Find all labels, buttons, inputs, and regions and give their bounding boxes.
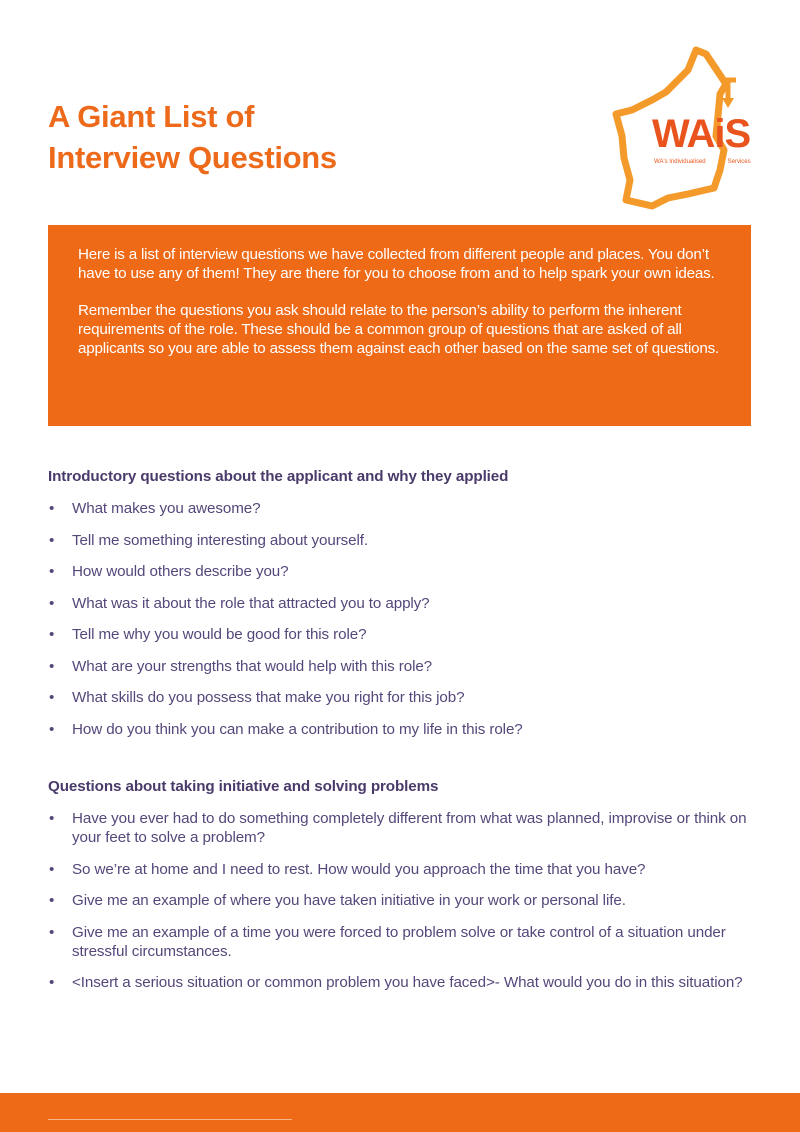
- question-text: What skills do you possess that make you right for this job?: [72, 689, 465, 706]
- introductory-question-list: [48, 499, 748, 751]
- question-text: How do you think you can make a contribution to my life in this role?: [72, 720, 523, 738]
- intro-paragraph-2: Remember the questions you ask should relate to the person’s ability to perform the inherent requirements of the role. These should be a common group of questions that are asked of all applicants so you are able to assess them against each other based on the same set of questions.: [78, 302, 720, 357]
- bullet-icon: •: [49, 860, 55, 878]
- question-text: What was it about the role that attracted you to apply?: [72, 594, 430, 612]
- question-text: Have you ever had to do something completely different from what was planned, improvise or think on your feet to solve a problem?: [72, 810, 747, 846]
- bullet-icon: •: [49, 626, 55, 643]
- question-text: What are your strengths that would help with this role?: [72, 657, 433, 675]
- question-text: Tell me something interesting about yourself.: [72, 531, 369, 549]
- bullet-icon: •: [49, 689, 55, 706]
- bullet-icon: •: [49, 892, 55, 909]
- footer-band: [0, 1093, 800, 1132]
- intro-callout: [48, 225, 751, 426]
- list-item: [48, 720, 748, 739]
- page-title: [48, 96, 337, 178]
- page-title-line-2: Interview Questions: [48, 140, 337, 175]
- initiative-question-list: [48, 809, 748, 1005]
- list-item: [48, 923, 748, 961]
- question-text: What makes you awesome?: [72, 500, 261, 517]
- list-item: [48, 562, 748, 581]
- section-heading-introductory: Introductory questions about the applicant and why they applied: [48, 468, 509, 485]
- question-text: Tell me why you would be good for this role?: [72, 626, 367, 643]
- logo-tagline: [654, 158, 751, 166]
- footer-divider: [48, 1119, 292, 1120]
- list-item: [48, 860, 748, 879]
- list-item: [48, 499, 748, 518]
- question-text: Give me an example of a time you were forced to problem solve or take control of a situation under stressful circumstances.: [72, 923, 726, 960]
- logo-wordmark: WAiS: [652, 112, 751, 156]
- bullet-icon: •: [49, 657, 55, 675]
- section-heading-initiative: Questions about taking initiative and solving problems: [48, 778, 439, 795]
- wais-logo: [608, 40, 768, 215]
- intro-paragraph-1: Here is a list of interview questions we have collected from different people and places. You don’t have to use any of them! They are there for you to choose from and to help spark your own ideas.: [78, 246, 715, 282]
- list-item: [48, 657, 748, 676]
- list-item: [48, 625, 748, 644]
- bullet-icon: •: [49, 594, 55, 612]
- bullet-icon: •: [49, 500, 55, 517]
- list-item: [48, 688, 748, 707]
- question-text: How would others describe you?: [72, 563, 289, 580]
- list-item: [48, 809, 748, 847]
- list-item: [48, 594, 748, 613]
- logo-tagline-right: Services: [727, 159, 751, 165]
- bullet-icon: •: [49, 974, 55, 991]
- bullet-icon: •: [49, 563, 55, 580]
- list-item: [48, 531, 748, 550]
- question-text: So we’re at home and I need to rest. How would you approach the time that you have?: [72, 860, 646, 878]
- logo-tagline-left: WA's Individualised: [654, 159, 706, 165]
- list-item: [48, 973, 748, 992]
- bullet-icon: •: [49, 531, 55, 549]
- question-text: Give me an example of where you have taken initiative in your work or personal life.: [72, 892, 626, 909]
- page-title-line-1: A Giant List of: [48, 99, 255, 134]
- bullet-icon: •: [49, 923, 55, 941]
- question-text: <Insert a serious situation or common problem you have faced>- What would you do in this situation?: [72, 974, 743, 991]
- bullet-icon: •: [49, 810, 55, 827]
- bullet-icon: •: [49, 720, 55, 738]
- list-item: [48, 891, 748, 910]
